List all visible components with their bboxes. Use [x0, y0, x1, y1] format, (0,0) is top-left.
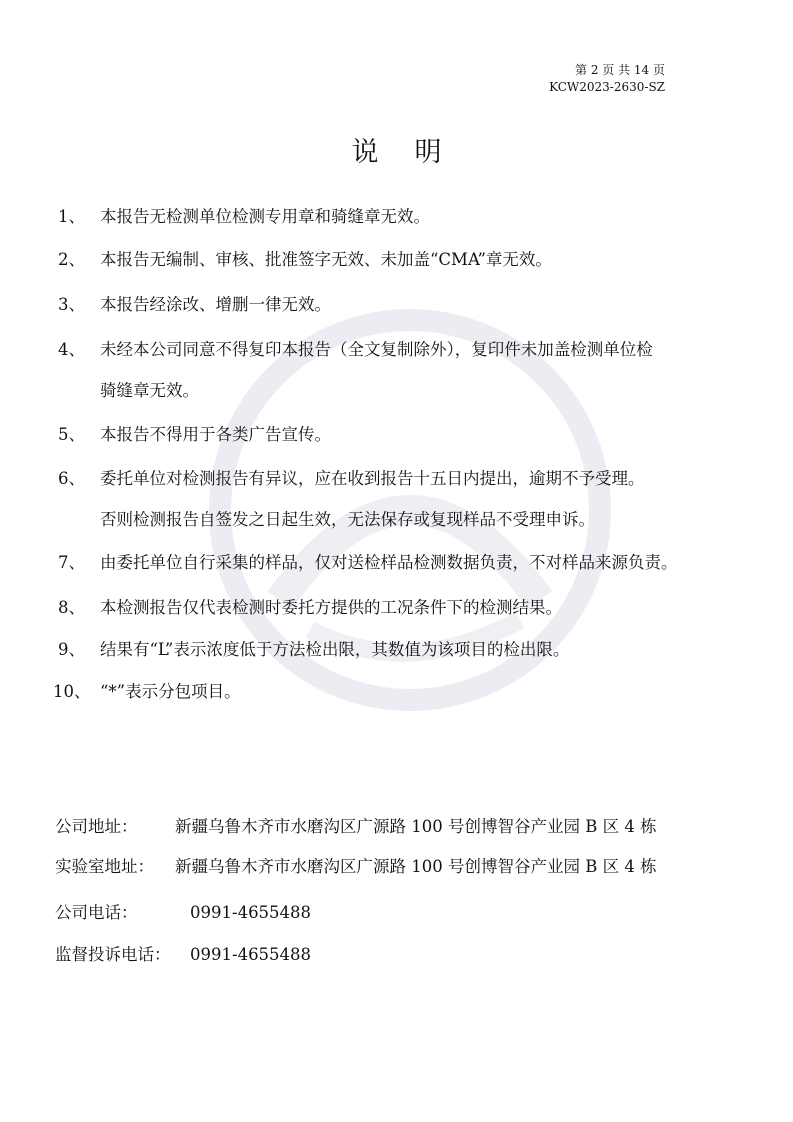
- company-phone-value: 0991-4655488: [190, 903, 312, 922]
- company-phone-label: 公司电话：: [55, 903, 138, 922]
- page-header-info: [549, 62, 665, 96]
- item-text: 本检测报告仅代表检测时委托方提供的工况条件下的检测结果。: [100, 598, 562, 617]
- item-text: “*”表示分包项目。: [100, 682, 241, 701]
- item-text: 本报告不得用于各类广告宣传。: [100, 425, 331, 444]
- page-indicator: 第 2 页 共 14 页: [575, 63, 665, 77]
- page-title: 说明: [351, 137, 478, 168]
- company-address-label: 公司地址：: [55, 817, 138, 836]
- item-text: 本报告经涂改、增删一律无效。: [100, 295, 331, 314]
- item-text: 本报告无编制、审核、批准签字无效、未加盖“CMA”章无效。: [100, 250, 552, 269]
- lab-address-value: 新疆乌鲁木齐市水磨沟区广源路 100 号创博智谷产业园 B 区 4 栋: [175, 857, 657, 876]
- item-number: 3、: [58, 295, 85, 314]
- lab-address-label: 实验室地址：: [55, 857, 154, 876]
- item-number: 8、: [58, 598, 85, 617]
- item-text: 本报告无检测单位检测专用章和骑缝章无效。: [100, 207, 430, 226]
- item-number: 10、: [53, 682, 91, 701]
- item-number: 7、: [58, 553, 85, 572]
- item-text: 未经本公司同意不得复印本报告（全文复制除外），复印件未加盖检测单位检: [100, 340, 653, 359]
- item-number: 5、: [58, 425, 85, 444]
- item-continuation: 否则检测报告自签发之日起生效，无法保存或复现样品不受理申诉。: [100, 510, 595, 529]
- item-text: 委托单位对检测报告有异议，应在收到报告十五日内提出，逾期不予受理。: [100, 469, 645, 488]
- item-continuation: 骑缝章无效。: [100, 381, 199, 400]
- item-number: 6、: [58, 469, 85, 488]
- item-number: 2、: [58, 250, 85, 269]
- item-number: 4、: [58, 340, 85, 359]
- report-number: KCW2023-2630-SZ: [549, 80, 665, 94]
- item-number: 9、: [58, 640, 85, 659]
- item-text: 结果有“L”表示浓度低于方法检出限，其数值为该项目的检出限。: [100, 640, 570, 659]
- complaint-phone-label: 监督投诉电话：: [55, 945, 171, 964]
- complaint-phone-value: 0991-4655488: [190, 945, 312, 964]
- item-number: 1、: [58, 207, 85, 226]
- item-text: 由委托单位自行采集的样品，仅对送检样品检测数据负责，不对样品来源负责。: [100, 553, 678, 572]
- company-address-value: 新疆乌鲁木齐市水磨沟区广源路 100 号创博智谷产业园 B 区 4 栋: [175, 817, 657, 836]
